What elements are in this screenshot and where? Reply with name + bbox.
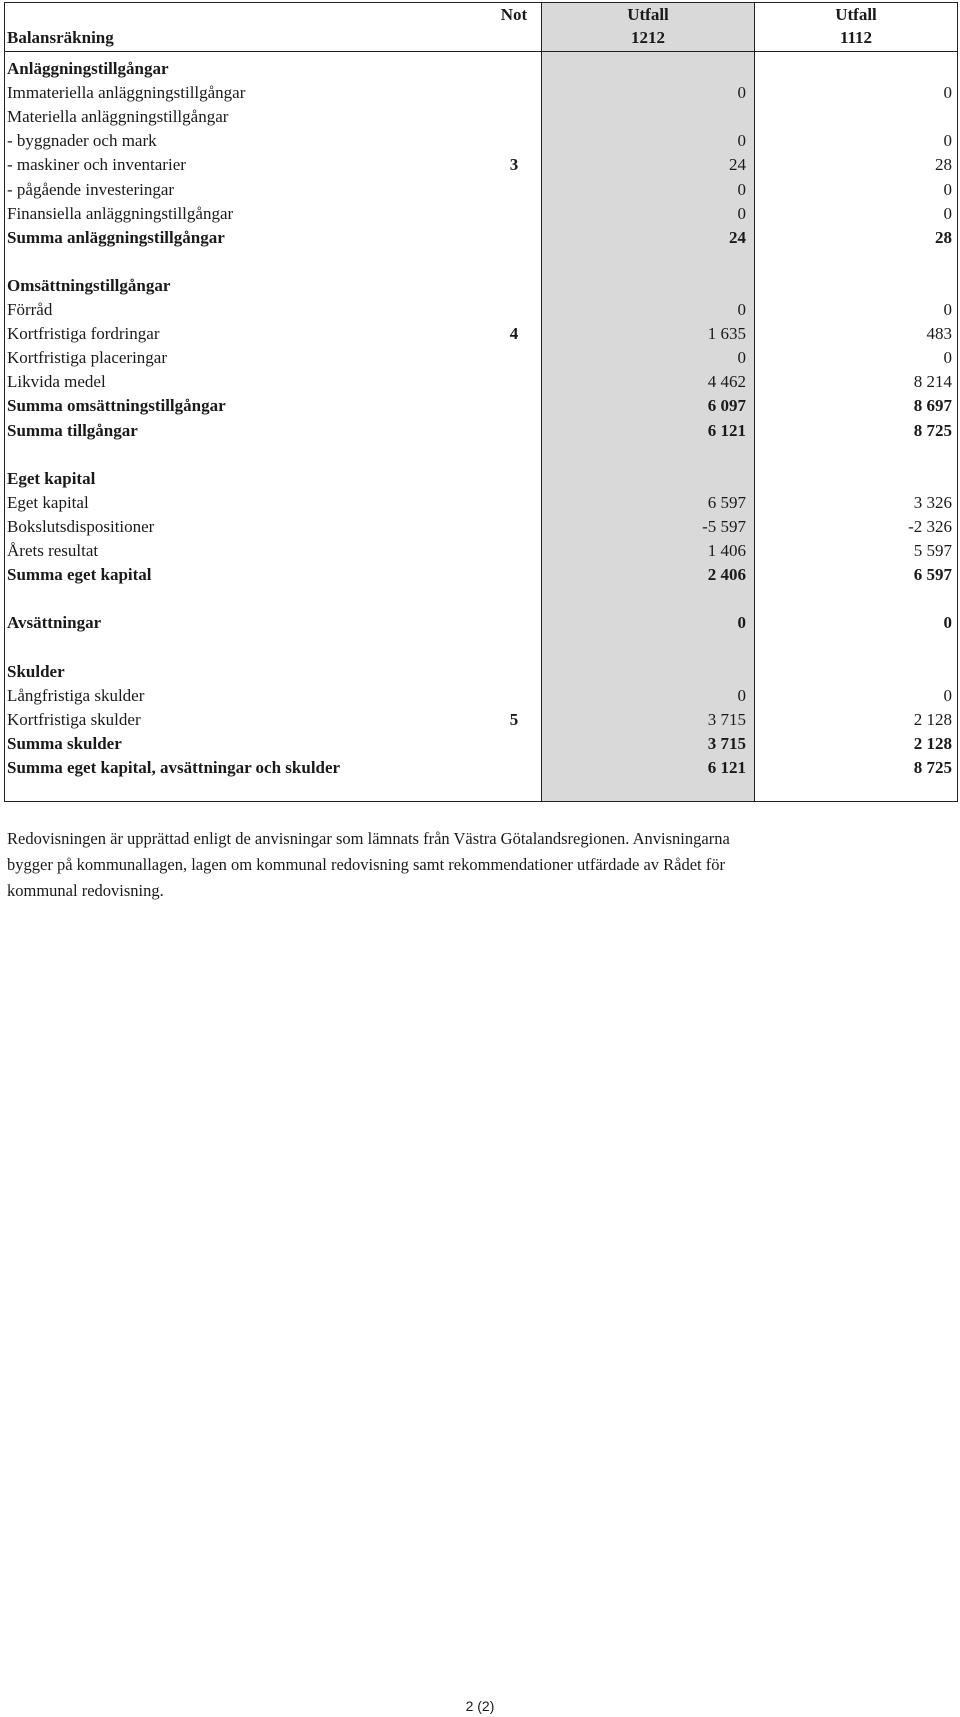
table-row bbox=[4, 491, 958, 515]
table-row bbox=[4, 322, 958, 346]
table-row bbox=[4, 515, 958, 539]
row-label: Eget kapital bbox=[7, 492, 89, 512]
col1-header-year: 1212 bbox=[631, 28, 665, 47]
row-label: Kortfristiga placeringar bbox=[7, 348, 168, 368]
spacer-row bbox=[4, 250, 958, 274]
table-row bbox=[4, 370, 958, 394]
row-value-1112: 8 725 bbox=[913, 757, 952, 777]
table-row bbox=[4, 708, 958, 732]
row-label: Omsättningstillgångar bbox=[7, 275, 171, 295]
row-label: Långfristiga skulder bbox=[7, 685, 145, 705]
note-column-header: Not bbox=[500, 5, 528, 24]
table-row bbox=[4, 611, 958, 635]
row-value-1212: 3 715 bbox=[707, 709, 746, 729]
balance-sheet-table bbox=[4, 2, 958, 802]
table-row bbox=[4, 467, 958, 491]
header-divider bbox=[4, 51, 958, 52]
table-header bbox=[4, 2, 958, 51]
row-value-1212: 6 121 bbox=[707, 757, 746, 777]
row-label: Summa omsättningstillgångar bbox=[7, 396, 226, 416]
row-value-1212: 0 bbox=[737, 83, 746, 103]
row-value-1112: 0 bbox=[943, 613, 952, 633]
footnote bbox=[7, 826, 907, 904]
spacer-row bbox=[4, 443, 958, 467]
row-label: Avsättningar bbox=[7, 613, 102, 633]
row-value-1212: 0 bbox=[737, 685, 746, 705]
row-label: Kortfristiga skulder bbox=[7, 709, 141, 729]
row-label: Förråd bbox=[7, 300, 53, 319]
row-value-1112: 8 214 bbox=[913, 372, 952, 392]
row-value-1112: 0 bbox=[943, 300, 952, 319]
row-label: Kortfristiga fordringar bbox=[7, 324, 160, 344]
table-row bbox=[4, 274, 958, 298]
row-note: 5 bbox=[509, 709, 519, 729]
table-row bbox=[4, 226, 958, 250]
row-value-1112: 0 bbox=[943, 685, 952, 705]
row-value-1112: 0 bbox=[943, 348, 952, 368]
col2-header-year: 1112 bbox=[839, 28, 873, 47]
row-value-1112: 3 326 bbox=[913, 492, 952, 512]
row-value-1112: 28 bbox=[935, 227, 952, 247]
row-value-1212: 0 bbox=[737, 179, 746, 199]
row-value-1212: 6 097 bbox=[707, 396, 746, 416]
row-value-1112: 2 128 bbox=[913, 733, 952, 753]
row-value-1212: 1 406 bbox=[707, 541, 746, 560]
row-value-1212: 2 406 bbox=[707, 565, 746, 585]
row-label: - maskiner och inventarier bbox=[7, 155, 186, 175]
row-label: Summa tillgångar bbox=[7, 420, 138, 440]
row-label: Summa skulder bbox=[7, 733, 122, 753]
table-row bbox=[4, 178, 958, 202]
row-value-1212: 4 462 bbox=[707, 372, 746, 392]
footnote-line: bygger på kommunallagen, lagen om kommunal redovisning samt rekommendationer utfärdade av Rådet för bbox=[7, 855, 725, 874]
row-label: Eget kapital bbox=[7, 468, 96, 488]
row-label: Summa eget kapital, avsättningar och skulder bbox=[7, 757, 341, 777]
row-value-1212: 0 bbox=[737, 300, 746, 319]
row-value-1112: 0 bbox=[943, 131, 952, 151]
table-row bbox=[4, 153, 958, 177]
row-note: 3 bbox=[509, 155, 519, 175]
row-value-1212: 0 bbox=[737, 203, 746, 223]
page-number: 2 (2) bbox=[465, 1698, 495, 1714]
row-label: Materiella anläggningstillgångar bbox=[7, 107, 229, 127]
row-label: Summa eget kapital bbox=[7, 565, 152, 585]
row-value-1212: 3 715 bbox=[707, 733, 746, 753]
row-value-1212: 0 bbox=[737, 613, 746, 633]
spacer-row bbox=[4, 635, 958, 659]
table-row bbox=[4, 419, 958, 443]
row-value-1212: 24 bbox=[729, 227, 746, 247]
row-label: Bokslutsdispositioner bbox=[7, 516, 155, 536]
row-value-1112: 5 597 bbox=[913, 541, 952, 560]
table-row bbox=[4, 57, 958, 81]
row-value-1212: 0 bbox=[737, 131, 746, 151]
table-row bbox=[4, 539, 958, 563]
table-row bbox=[4, 732, 958, 756]
footnote-line: Redovisningen är upprättad enligt de anvisningar som lämnats från Västra Götalandsregionen. Anvisningarna bbox=[7, 829, 730, 848]
row-value-1112: 0 bbox=[943, 203, 952, 223]
row-label: Immateriella anläggningstillgångar bbox=[7, 83, 246, 103]
row-value-1212: 1 635 bbox=[707, 324, 746, 344]
row-value-1112: 483 bbox=[926, 324, 952, 344]
table-row bbox=[4, 346, 958, 370]
sheet-title: Balansräkning bbox=[7, 28, 114, 47]
table-row bbox=[4, 756, 958, 780]
row-label: Finansiella anläggningstillgångar bbox=[7, 203, 234, 223]
col2-header-label: Utfall bbox=[835, 5, 877, 24]
table-row bbox=[4, 684, 958, 708]
row-label: Anläggningstillgångar bbox=[7, 59, 169, 78]
row-value-1112: 0 bbox=[943, 179, 952, 199]
table-row bbox=[4, 81, 958, 105]
row-value-1112: -2 326 bbox=[908, 516, 952, 536]
row-value-1112: 0 bbox=[943, 83, 952, 103]
table-row bbox=[4, 202, 958, 226]
table-row bbox=[4, 394, 958, 418]
row-value-1112: 8 697 bbox=[913, 396, 952, 416]
table-border-bottom bbox=[4, 801, 958, 802]
row-value-1212: 0 bbox=[737, 348, 746, 368]
row-value-1112: 28 bbox=[935, 155, 952, 175]
row-value-1212: 6 121 bbox=[707, 420, 746, 440]
row-label: - byggnader och mark bbox=[7, 131, 157, 151]
row-value-1112: 8 725 bbox=[913, 420, 952, 440]
row-label: Årets resultat bbox=[7, 541, 99, 560]
row-label: - pågående investeringar bbox=[7, 179, 175, 199]
col1-header-label: Utfall bbox=[627, 5, 669, 24]
footnote-line: kommunal redovisning. bbox=[7, 881, 164, 900]
table-row bbox=[4, 129, 958, 153]
row-note: 4 bbox=[509, 324, 519, 344]
row-label: Summa anläggningstillgångar bbox=[7, 227, 225, 247]
table-row bbox=[4, 660, 958, 684]
row-value-1212: -5 597 bbox=[702, 516, 746, 536]
table-row bbox=[4, 563, 958, 587]
table-row bbox=[4, 105, 958, 129]
row-value-1112: 6 597 bbox=[913, 565, 952, 585]
row-label: Likvida medel bbox=[7, 372, 106, 392]
spacer-row bbox=[4, 587, 958, 611]
row-value-1112: 2 128 bbox=[913, 709, 952, 729]
row-label: Skulder bbox=[7, 661, 65, 681]
row-value-1212: 6 597 bbox=[707, 492, 746, 512]
table-row bbox=[4, 298, 958, 322]
row-value-1212: 24 bbox=[729, 155, 746, 175]
